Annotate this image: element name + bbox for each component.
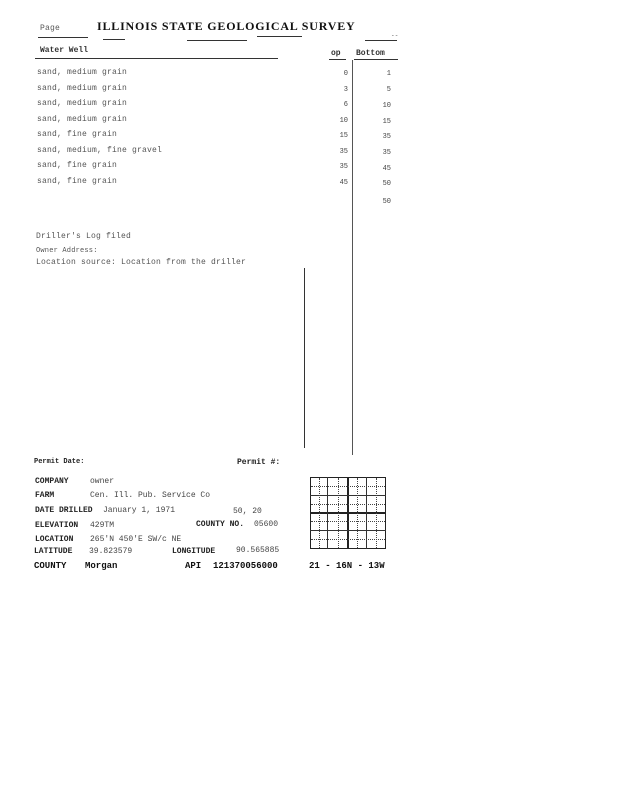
stratum-top: 3 (343, 86, 348, 94)
county-no-label: COUNTY NO. (196, 520, 245, 529)
header-rule (329, 59, 346, 60)
date-drilled-label: DATE DRILLED (35, 506, 93, 515)
grid-line (311, 521, 385, 522)
company-value: owner (90, 477, 115, 486)
stratum-top: 10 (339, 117, 348, 125)
stratum-description: sand, medium grain (37, 99, 128, 108)
longitude-label: LONGITUDE (172, 547, 216, 556)
stratum-bottom: 5 (386, 86, 391, 94)
stratum-bottom: 10 (382, 102, 391, 110)
permit-number-label: Permit #: (237, 458, 281, 467)
township-range: 21 - 16N - 13W (309, 561, 385, 571)
page-label: Page (40, 24, 61, 33)
divider (38, 37, 88, 38)
date-code: 50, 20 (233, 507, 262, 516)
api-label: API (185, 561, 202, 571)
divider (103, 39, 125, 40)
column-rule (304, 268, 305, 448)
stratum-bottom: 35 (382, 149, 391, 157)
grid-line (385, 477, 386, 549)
divider (257, 36, 302, 37)
longitude-value: 90.565885 (236, 546, 280, 555)
page-title: ILLINOIS STATE GEOLOGICAL SURVEY (97, 19, 356, 33)
county-label: COUNTY (34, 561, 67, 571)
stratum-top: 6 (343, 101, 348, 109)
county-value: Morgan (85, 561, 118, 571)
location-source: Location source: Location from the driller (36, 258, 247, 267)
stratum-top: 35 (339, 148, 348, 156)
grid-line (357, 478, 358, 548)
drillers-log-note: Driller's Log filed (36, 232, 132, 241)
grid-line (311, 539, 385, 540)
farm-value: Cen. Ill. Pub. Service Co (90, 491, 211, 500)
total-depth: 50 (382, 198, 391, 206)
location-label: LOCATION (35, 535, 74, 544)
record-type: Water Well (40, 46, 89, 55)
header-rule (354, 59, 398, 60)
grid-line (338, 478, 339, 548)
api-value: 121370056000 (213, 561, 278, 571)
stratum-bottom: 35 (382, 133, 391, 141)
owner-address: Owner Address: (36, 247, 98, 255)
elevation-label: ELEVATION (35, 521, 79, 530)
column-header-bottom: Bottom (356, 49, 385, 58)
grid-line (319, 478, 320, 548)
stratum-top: 0 (343, 70, 348, 78)
header-rule (35, 58, 278, 59)
company-label: COMPANY (35, 477, 69, 486)
latitude-label: LATITUDE (34, 547, 73, 556)
corner-mark: -- (391, 32, 399, 39)
stratum-description: sand, medium, fine gravel (37, 146, 163, 155)
divider (365, 40, 397, 41)
grid-line (311, 486, 385, 487)
divider (187, 40, 247, 41)
stratum-description: sand, fine grain (37, 177, 118, 186)
stratum-top: 45 (339, 179, 348, 187)
grid-line (310, 495, 386, 496)
grid-line (376, 478, 377, 548)
location-value: 265'N 450'E SW/c NE (90, 535, 182, 544)
permit-date-label: Permit Date: (34, 458, 85, 466)
column-header-top: op (331, 49, 341, 58)
county-no-value: 05600 (254, 520, 279, 529)
stratum-bottom: 45 (382, 165, 391, 173)
stratum-description: sand, fine grain (37, 130, 118, 139)
stratum-description: sand, medium grain (37, 115, 128, 124)
farm-label: FARM (35, 491, 55, 500)
stratum-description: sand, medium grain (37, 84, 128, 93)
stratum-top: 15 (339, 132, 348, 140)
stratum-bottom: 15 (382, 118, 391, 126)
elevation-value: 429TM (90, 521, 115, 530)
stratum-description: sand, medium grain (37, 68, 128, 77)
stratum-description: sand, fine grain (37, 161, 118, 170)
grid-line (311, 504, 385, 505)
column-rule (352, 60, 353, 455)
stratum-bottom: 1 (386, 70, 391, 78)
date-drilled-value: January 1, 1971 (103, 506, 176, 515)
stratum-bottom: 50 (382, 180, 391, 188)
stratum-top: 35 (339, 163, 348, 171)
latitude-value: 39.823579 (89, 547, 133, 556)
grid-line (310, 530, 386, 531)
